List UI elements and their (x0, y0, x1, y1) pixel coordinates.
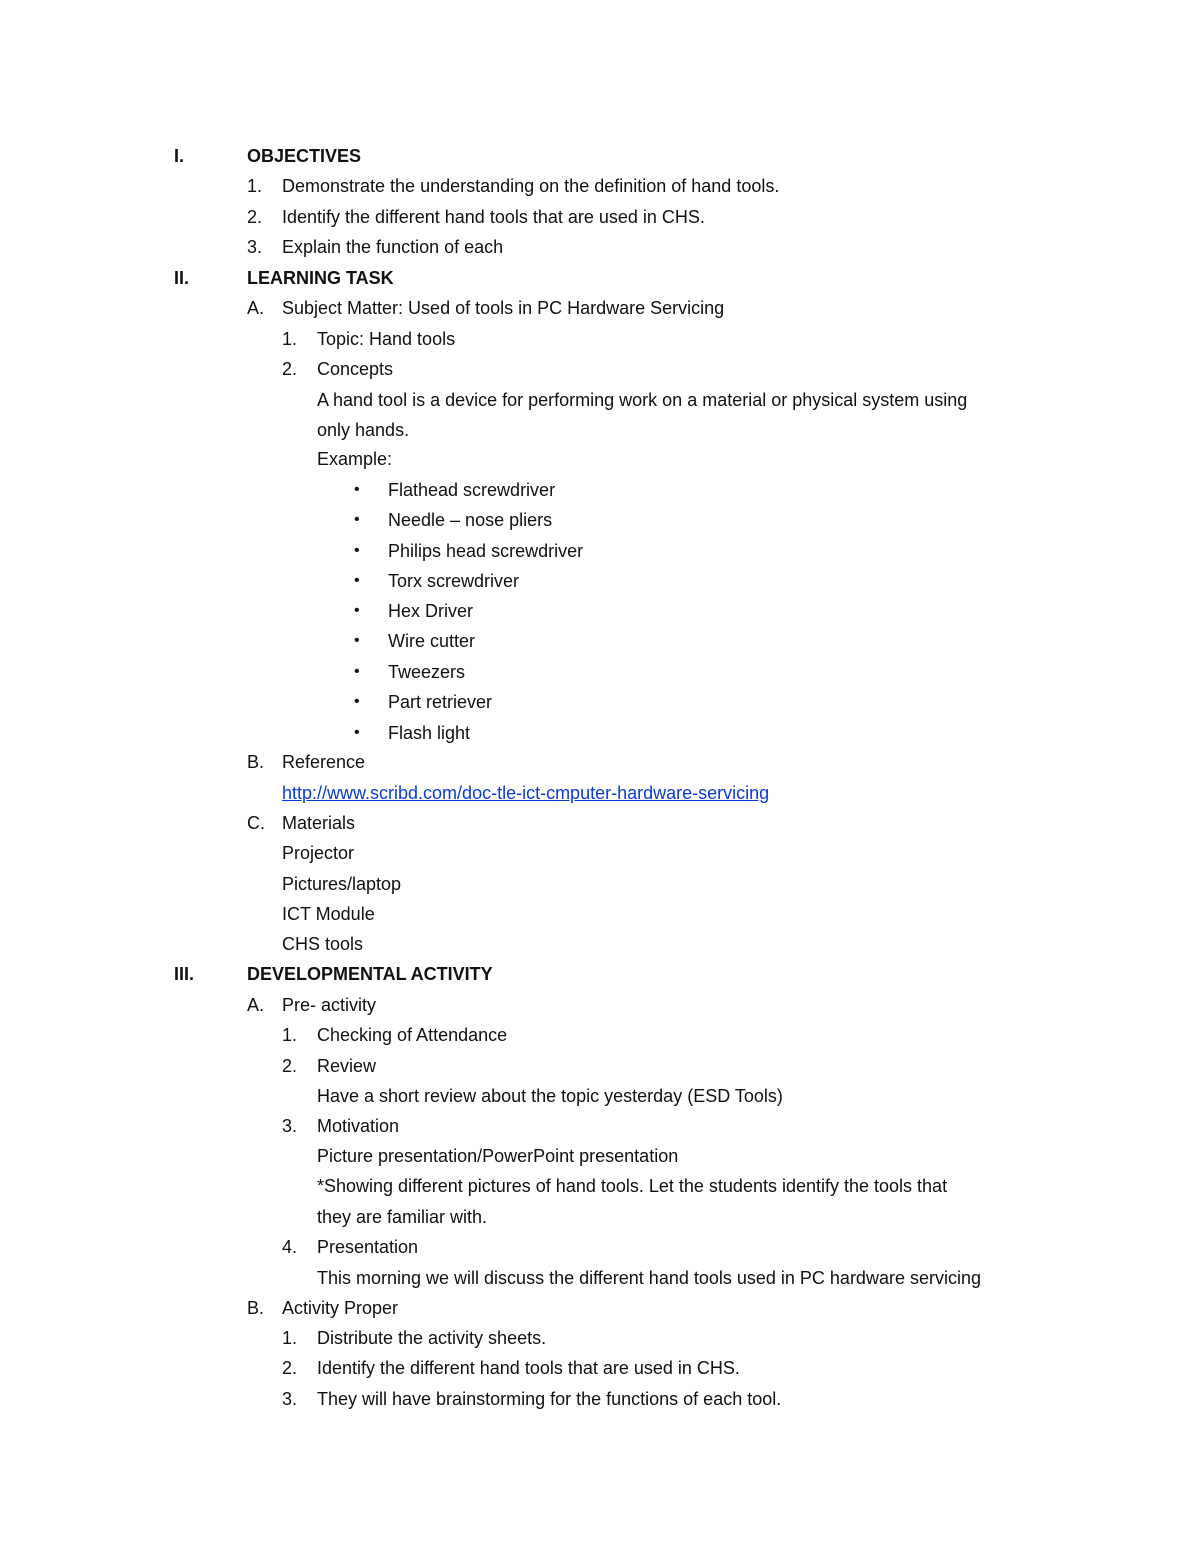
activity-step-1-number: 1. (282, 1328, 298, 1348)
bullet-icon: • (354, 572, 360, 589)
materials-marker: C. (247, 813, 265, 833)
activity-step-2-text: Identify the different hand tools that are used in CHS. (317, 1358, 740, 1378)
motivation-label: Motivation (317, 1116, 400, 1136)
attendance-number: 1. (282, 1025, 298, 1045)
subject-matter-text: Subject Matter: Used of tools in PC Hardware Servicing (282, 298, 725, 318)
bullet-icon: • (354, 724, 360, 741)
presentation-detail: This morning we will discuss the different hand tools used in PC hardware servicing (317, 1268, 981, 1288)
pre-activity-label: Pre- activity (282, 995, 377, 1015)
presentation-label: Presentation (317, 1237, 419, 1257)
attendance-text: Checking of Attendance (317, 1025, 508, 1045)
objective-2-text: Identify the different hand tools that are used in CHS. (282, 207, 705, 227)
section-2-heading: LEARNING TASK (247, 268, 394, 288)
bullet-icon: • (354, 602, 360, 619)
section-1-heading: OBJECTIVES (247, 146, 362, 166)
example-item: Torx screwdriver (388, 571, 520, 591)
review-detail: Have a short review about the topic yesterday (ESD Tools) (317, 1086, 783, 1106)
reference-marker: B. (247, 752, 265, 772)
bullet-icon: • (354, 511, 360, 528)
material-item: CHS tools (282, 934, 364, 954)
material-item: Pictures/laptop (282, 874, 402, 894)
concepts-label: Concepts (317, 359, 394, 379)
section-3-marker: III. (174, 964, 195, 984)
section-1-marker: I. (174, 146, 185, 166)
objective-2-number: 2. (247, 207, 263, 227)
activity-step-2-number: 2. (282, 1358, 298, 1378)
objective-3-number: 3. (247, 237, 263, 257)
example-item: Needle – nose pliers (388, 510, 553, 530)
topic-number: 1. (282, 329, 298, 349)
example-item: Flash light (388, 723, 471, 743)
reference-link[interactable]: http://www.scribd.com/doc-tle-ict-cmputer-hardware-servicing (282, 783, 770, 803)
activity-proper-marker: B. (247, 1298, 265, 1318)
motivation-detail-3: they are familiar with. (317, 1207, 488, 1227)
motivation-number: 3. (282, 1116, 298, 1136)
bullet-icon: • (354, 632, 360, 649)
example-label: Example: (317, 449, 393, 469)
reference-label: Reference (282, 752, 366, 772)
material-item: Projector (282, 843, 355, 863)
topic-text: Topic: Hand tools (317, 329, 456, 349)
presentation-number: 4. (282, 1237, 298, 1257)
materials-label: Materials (282, 813, 356, 833)
section-2-marker: II. (174, 268, 190, 288)
objective-1-text: Demonstrate the understanding on the definition of hand tools. (282, 176, 780, 196)
activity-step-3-text: They will have brainstorming for the functions of each tool. (317, 1389, 782, 1409)
motivation-detail-2: *Showing different pictures of hand tools. Let the students identify the tools that (317, 1176, 948, 1196)
motivation-detail-1: Picture presentation/PowerPoint presentation (317, 1146, 679, 1166)
material-item: ICT Module (282, 904, 375, 924)
activity-step-1-text: Distribute the activity sheets. (317, 1328, 547, 1348)
objective-1-number: 1. (247, 176, 263, 196)
example-item: Part retriever (388, 692, 493, 712)
section-3-heading: DEVELOPMENTAL ACTIVITY (247, 964, 493, 984)
activity-proper-label: Activity Proper (282, 1298, 399, 1318)
concept-definition-line-2: only hands. (317, 420, 410, 440)
objective-3-text: Explain the function of each (282, 237, 504, 257)
example-item: Flathead screwdriver (388, 480, 556, 500)
bullet-icon: • (354, 693, 360, 710)
example-item: Wire cutter (388, 631, 476, 651)
review-number: 2. (282, 1056, 298, 1076)
concepts-number: 2. (282, 359, 298, 379)
review-label: Review (317, 1056, 377, 1076)
example-item: Philips head screwdriver (388, 541, 584, 561)
example-item: Tweezers (388, 662, 466, 682)
bullet-icon: • (354, 663, 360, 680)
subject-matter-marker: A. (247, 298, 265, 318)
example-item: Hex Driver (388, 601, 474, 621)
bullet-icon: • (354, 481, 360, 498)
pre-activity-marker: A. (247, 995, 265, 1015)
activity-step-3-number: 3. (282, 1389, 298, 1409)
concept-definition-line-1: A hand tool is a device for performing work on a material or physical system using (317, 390, 968, 410)
bullet-icon: • (354, 542, 360, 559)
